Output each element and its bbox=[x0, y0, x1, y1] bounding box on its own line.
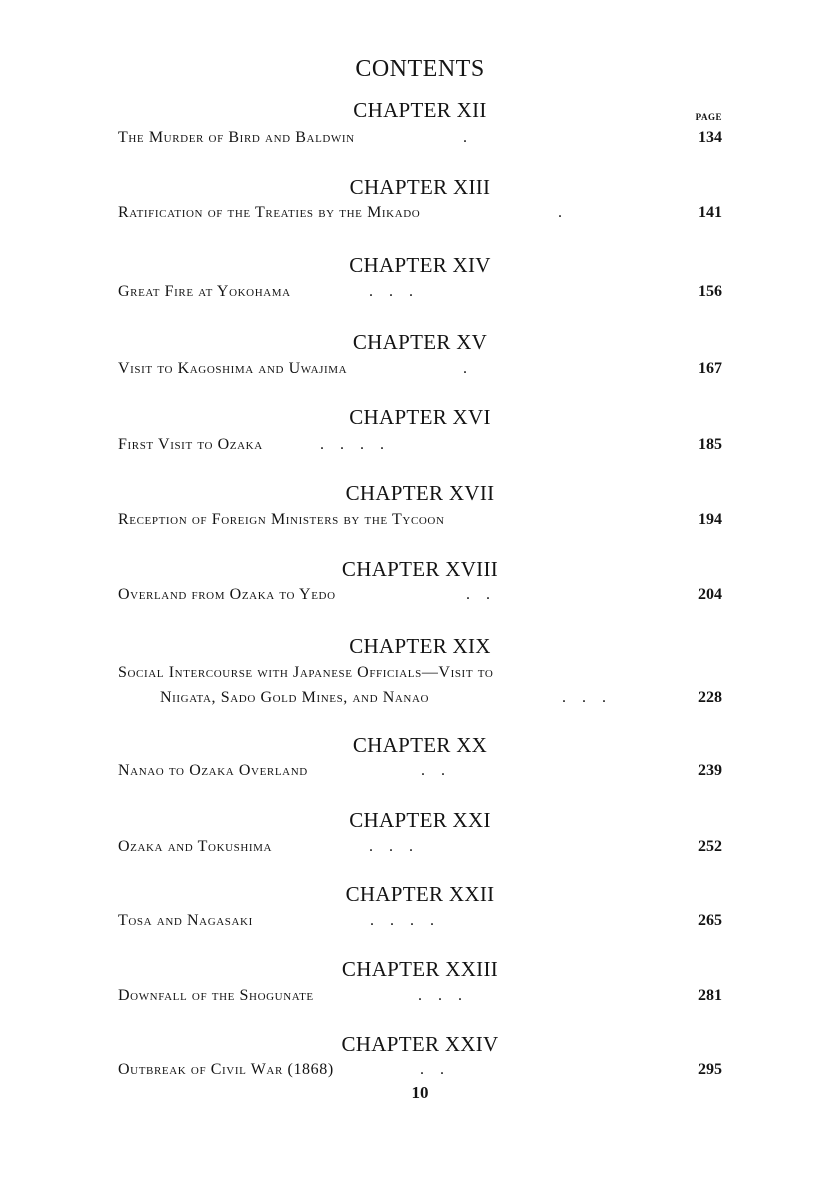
page-number: 295 bbox=[698, 1061, 722, 1078]
dot-leader: . . bbox=[421, 762, 445, 779]
page-number: 156 bbox=[698, 283, 722, 300]
chapter-entry-title: Reception of Foreign Ministers by the Tycoon bbox=[118, 511, 445, 528]
dot-leader: . . . . bbox=[370, 912, 434, 929]
chapter-heading: CHAPTER XX bbox=[352, 733, 488, 757]
chapter-entry-title-continued: Niigata, Sado Gold Mines, and Nanao bbox=[160, 689, 430, 706]
chapter-heading: CHAPTER XV bbox=[352, 330, 488, 354]
chapter-entry-title: Social Intercourse with Japanese Officials—Visit to bbox=[118, 664, 494, 681]
dot-leader: . . . bbox=[562, 689, 606, 706]
folio-page-number: 10 bbox=[411, 1083, 429, 1102]
chapter-heading: CHAPTER XVII bbox=[345, 481, 495, 505]
dot-leader: . . . bbox=[369, 838, 413, 855]
dot-leader: . bbox=[558, 204, 562, 221]
dot-leader: . . . . bbox=[320, 436, 384, 453]
chapter-heading: CHAPTER XIV bbox=[349, 253, 491, 277]
chapter-heading: CHAPTER XXIV bbox=[341, 1032, 499, 1056]
chapter-heading: CHAPTER XXIII bbox=[341, 957, 499, 981]
page-number: 141 bbox=[698, 204, 722, 221]
chapter-entry-title: Overland from Ozaka to Yedo bbox=[118, 586, 336, 603]
chapter-heading: CHAPTER XVI bbox=[349, 405, 491, 429]
page-number: 134 bbox=[698, 129, 722, 146]
page-number: 281 bbox=[698, 987, 722, 1004]
dot-leader: . bbox=[463, 129, 467, 146]
page-number: 239 bbox=[698, 762, 722, 779]
chapter-entry-title: Great Fire at Yokohama bbox=[118, 283, 291, 300]
chapter-entry-title: Ratification of the Treaties by the Mikado bbox=[118, 204, 421, 221]
chapter-entry-title: Downfall of the Shogunate bbox=[118, 987, 314, 1004]
chapter-heading: CHAPTER XVIII bbox=[341, 557, 499, 581]
chapter-entry-title: Ozaka and Tokushima bbox=[118, 838, 273, 855]
chapter-entry-title: The Murder of Bird and Baldwin bbox=[118, 129, 355, 146]
chapter-heading: CHAPTER XXI bbox=[349, 808, 491, 832]
chapter-entry-title: Nanao to Ozaka Overland bbox=[118, 762, 308, 779]
page-column-header: PAGE bbox=[695, 112, 722, 122]
chapter-entry-title: First Visit to Ozaka bbox=[118, 436, 263, 453]
dot-leader: . . bbox=[420, 1061, 444, 1078]
page-number: 167 bbox=[698, 360, 722, 377]
chapter-heading: CHAPTER XXII bbox=[345, 882, 495, 906]
page-number: 228 bbox=[698, 689, 722, 706]
chapter-entry-title: Tosa and Nagasaki bbox=[118, 912, 253, 929]
chapter-entry-title: Outbreak of Civil War (1868) bbox=[118, 1061, 334, 1078]
chapter-heading: CHAPTER XIII bbox=[349, 175, 491, 199]
page-number: 185 bbox=[698, 436, 722, 453]
chapter-heading: CHAPTER XIX bbox=[349, 634, 491, 658]
dot-leader: . bbox=[463, 360, 467, 377]
dot-leader: . . bbox=[466, 586, 490, 603]
page-number: 252 bbox=[698, 838, 722, 855]
dot-leader: . . . bbox=[369, 283, 413, 300]
page-title: CONTENTS bbox=[355, 56, 485, 82]
chapter-heading: CHAPTER XII bbox=[353, 98, 487, 122]
chapter-entry-title: Visit to Kagoshima and Uwajima bbox=[118, 360, 348, 377]
page-number: 265 bbox=[698, 912, 722, 929]
page-number: 204 bbox=[698, 586, 722, 603]
dot-leader: . . . bbox=[418, 987, 462, 1004]
page-number: 194 bbox=[698, 511, 722, 528]
